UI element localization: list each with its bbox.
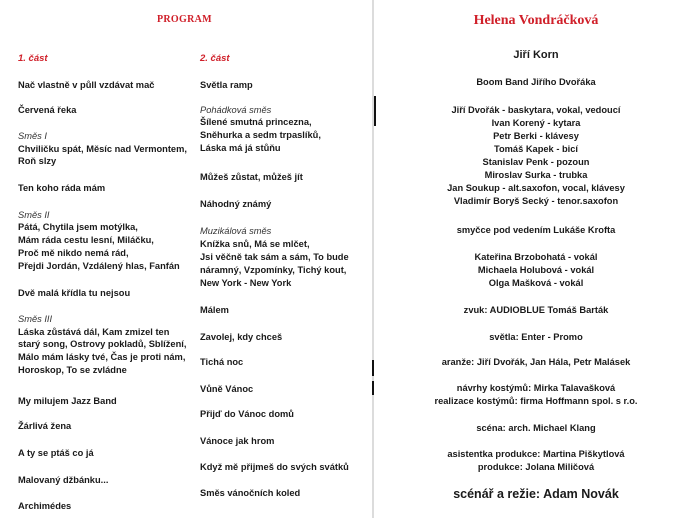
song-title: Náhodný známý [200,199,272,209]
credits-page [372,0,700,518]
song-title: Malovaný džbánku... [18,475,109,485]
song-title: Sněhurka a sedm trpaslíků, [200,130,321,140]
arrangement-credit: aranže: Jiří Dvořák, Jan Hála, Petr Malásek [441,357,631,367]
song-title: Zavolej, kdy chceš [200,332,283,342]
song-title: My milujem Jazz Band [18,396,117,406]
song-title: náramný, Vzpomínky, Tichý kout, [200,265,347,275]
song-title: A ty se ptáš co já [18,448,94,458]
direction-credit: scénář a režie: Adam Novák [453,487,619,501]
production-credit: asistentka produkce: Martina Piškytlová [447,449,625,459]
band-member: Jan Soukup - alt.saxofon, vocal, klávesy [447,183,625,193]
part1-heading: 1. část [18,53,48,64]
production-credit: produkce: Jolana Miličová [477,462,595,472]
song-title: Málem [200,305,229,315]
stage-credit: scéna: arch. Michael Klang [476,423,596,433]
song-title: Jsi věčně tak sám a sám, To bude [200,252,349,262]
song-title: Láska zůstává dál, Kam zmizel ten [18,327,170,337]
song-title: Vůně Vánoc [200,384,254,394]
medley-label: Směs III [18,314,53,324]
song-title: Horoskop, To se zvládne [18,365,127,375]
part2-heading: 2. část [200,53,230,64]
song-title: Tichá noc [200,357,244,367]
song-title: Roň slzy [18,156,57,166]
song-title: Světla ramp [200,80,253,90]
costume-credit: realizace kostýmů: firma Hoffmann spol. s r.o. [434,396,638,406]
co-singer-name: Jiří Korn [513,49,559,61]
lights-credit: světla: Enter - Promo [489,332,583,342]
band-member: Stanislav Penk - pozoun [482,157,590,167]
song-title: Přejdi Jordán, Vzdálený hlas, Fanfán [18,261,180,271]
song-title: Můžeš zůstat, můžeš jít [200,172,303,182]
song-title: Chviličku spát, Měsíc nad Vermontem, [18,144,187,154]
medley-label: Směs II [18,210,50,220]
medley-label: Muzikálová směs [200,226,272,236]
band-member: Vladimír Boryš Secký - tenor.saxofon [453,196,619,206]
vocal-credit: Michaela Holubová - vokál [477,265,595,275]
band-member: Tomáš Kapek - bicí [493,144,579,154]
vocal-credit: Olga Mašková - vokál [488,278,584,288]
program-title: PROGRAM [157,14,212,25]
band-member: Petr Berki - klávesy [493,131,579,141]
band-member: Jiří Dvořák - baskytara, vokal, vedoucí [451,105,621,115]
song-title: Mám ráda cestu lesní, Miláčku, [18,235,154,245]
band-member: Ivan Korený - kytara [491,118,581,128]
band-member: Miroslav Surka - trubka [484,170,588,180]
costume-credit: návrhy kostýmů: Mirka Talavašková [456,383,616,393]
song-title: Šílené smutná princezna, [200,117,312,127]
song-title: Vánoce jak hrom [200,436,275,446]
medley-label: Směs I [18,131,47,141]
song-title: Když mě přijmeš do svých svátků [200,462,349,472]
song-title: Málo mám lásky tvé, Čas je proti nám, [18,352,186,362]
song-title: Žárlivá žena [18,421,72,431]
song-title: Směs vánočních koled [200,488,301,498]
song-title: Láska má já stůňu [200,143,281,153]
song-title: Proč mě nikdo nemá rád, [18,248,129,258]
song-title: Nač vlastně v půll vzdávat mač [18,80,155,90]
medley-label: Pohádková směs [200,105,272,115]
vocal-credit: Kateřina Brzobohatá - vokál [474,252,598,262]
song-title: New York - New York [200,278,292,288]
song-title: Dvě malá křídla tu nejsou [18,288,131,298]
song-title: Přijď do Vánoc domů [200,409,294,419]
song-title: Pátá, Chytila jsem motýlka, [18,222,138,232]
song-title: Ten koho ráda mám [18,183,106,193]
song-title: Knížka snů, Má se mlčet, [200,239,310,249]
singer-name: Helena Vondráčková [473,13,599,28]
band-name: Boom Band Jiřího Dvořáka [476,77,596,87]
song-title: Červená řeka [18,105,77,115]
song-title: Archimédes [18,501,72,511]
sound-credit: zvuk: AUDIOBLUE Tomáš Barták [463,305,609,315]
song-title: starý song, Ostrovy pokladů, Sblížení, [18,339,187,349]
strings-credit: smyčce pod vedením Lukáše Krofta [456,225,616,235]
